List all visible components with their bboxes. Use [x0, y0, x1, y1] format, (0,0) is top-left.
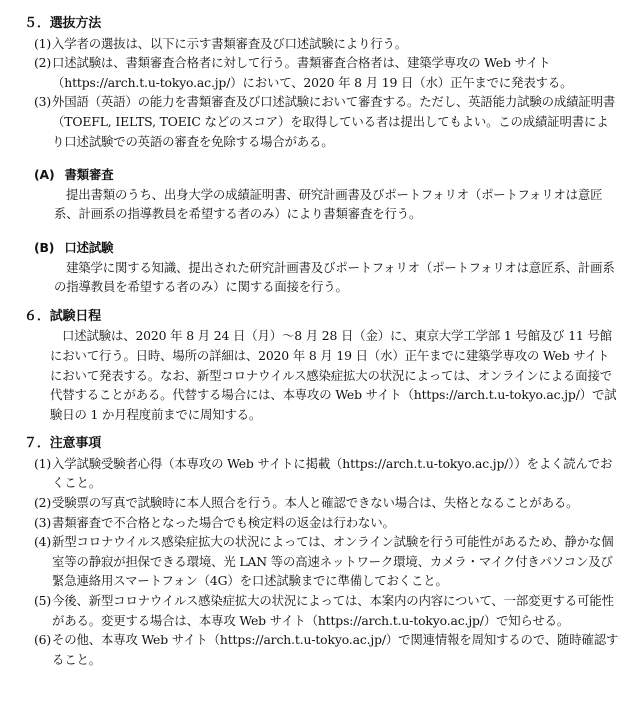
section-title: ５．選抜方法 [24, 16, 102, 31]
subsection-paragraph: 建築学に関する知識、提出された研究計画書及びポートフォリオ（ポートフォリオは意匠系、計画系の指導教員を希望する者のみ）に関する面接を行う。 [54, 259, 615, 295]
list-item [20, 630, 619, 669]
subsection-title-document-review [20, 165, 619, 185]
list-item [20, 34, 619, 54]
subsection-mark: (A) [34, 167, 55, 183]
item-number: (1) [34, 35, 52, 51]
schedule-paragraph: 口述試験は、2020 年 8 月 24 日（月）～8 月 28 日（金）に、東京大学工学部 1 号館及び 11 号館において行う。日時、場所の詳細は、2020 年 8 月 19 日（水）正午までに建築学専攻の Web サイトにおいて発表する。なお、新型コロナウイルス感染症拡大の状況によっては、オンラインによる面接で代替することがある。代替する場合には、本専攻の Web サイト（https://arch.t.u-tokyo.ac.jp/）で試験日の 1 か月程度前までに周知する。 [50, 328, 617, 422]
item-text: 書類審査で不合格となった場合でも検定料の返金は行わない。 [52, 514, 395, 530]
section-title: ７．注意事項 [24, 436, 102, 452]
section-exam-schedule [20, 307, 619, 425]
subsection-title-oral-exam [20, 238, 619, 258]
subsection-label: 書類審査 [64, 167, 114, 183]
section-title: ６．試験日程 [24, 308, 102, 324]
item-number: (5) [34, 593, 52, 609]
item-number: (1) [34, 455, 52, 471]
item-number: (3) [34, 94, 52, 110]
section-selection-method [20, 14, 619, 297]
section-notes [20, 434, 619, 669]
list-item [20, 493, 619, 513]
item-text: 口述試験は、書類審査合格者に対して行う。書類審査合格者は、建築学専攻の Web サイト（https://arch.t.u-tokyo.ac.jp/）において、2020 年 8 月 19 日（水）正午までに発表する。 [52, 55, 573, 90]
item-text: 入学試験受験者心得（本専攻の Web サイトに掲載（https://arch.t.u-tokyo.ac.jp/））をよく読んでおくこと。 [52, 455, 613, 491]
item-number: (2) [34, 495, 52, 511]
item-text: 入学者の選抜は、以下に示す書類審査及び口述試験により行う。 [52, 35, 407, 51]
item-text: 今後、新型コロナウイルス感染症拡大の状況によっては、本案内の内容について、一部変更する可能性がある。変更する場合は、本専攻 Web サイト（https://arch.t.u-tokyo.ac.jp/）で知らせる。 [52, 593, 614, 628]
list-item [20, 513, 619, 533]
list-item [20, 532, 619, 591]
item-text: その他、本専攻 Web サイト（https://arch.t.u-tokyo.ac.jp/）で関連情報を周知するので、随時確認すること。 [52, 632, 619, 667]
item-text: 受験票の写真で試験時に本人照合を行う。本人と確認できない場合は、失格となることがある。 [52, 495, 579, 511]
list-item [20, 591, 619, 630]
item-number: (4) [34, 534, 52, 550]
item-text: 外国語（英語）の能力を書類審査及び口述試験において審査する。ただし、英語能力試験の成績証明書（TOEFL, IELTS, TOEIC などのスコア）を取得している者は提出してもよい。この成績証明書により口述試験での英語の審査を免除する場合がある。 [52, 94, 616, 149]
subsection-mark: (B) [34, 239, 55, 255]
subsection-paragraph: 提出書類のうち、出身大学の成績証明書、研究計画書及びポートフォリオ（ポートフォリオは意匠系、計画系の指導教員を希望する者のみ）により書類審査を行う。 [54, 186, 603, 222]
item-text: 新型コロナウイルス感染症拡大の状況によっては、オンライン試験を行う可能性があるため、静かな個室等の静寂が担保できる環境、光 LAN 等の高速ネットワーク環境、カメラ・マイク付きパソコン及び緊急連絡用スマートフォン（4G）を口述試験までに準備しておくこと。 [52, 534, 614, 589]
item-number: (3) [34, 514, 52, 530]
list-item [20, 53, 619, 92]
list-item [20, 454, 619, 493]
subsection-label: 口述試験 [64, 239, 114, 255]
list-item [20, 92, 619, 151]
item-number: (2) [34, 55, 52, 71]
item-number: (6) [34, 632, 52, 648]
